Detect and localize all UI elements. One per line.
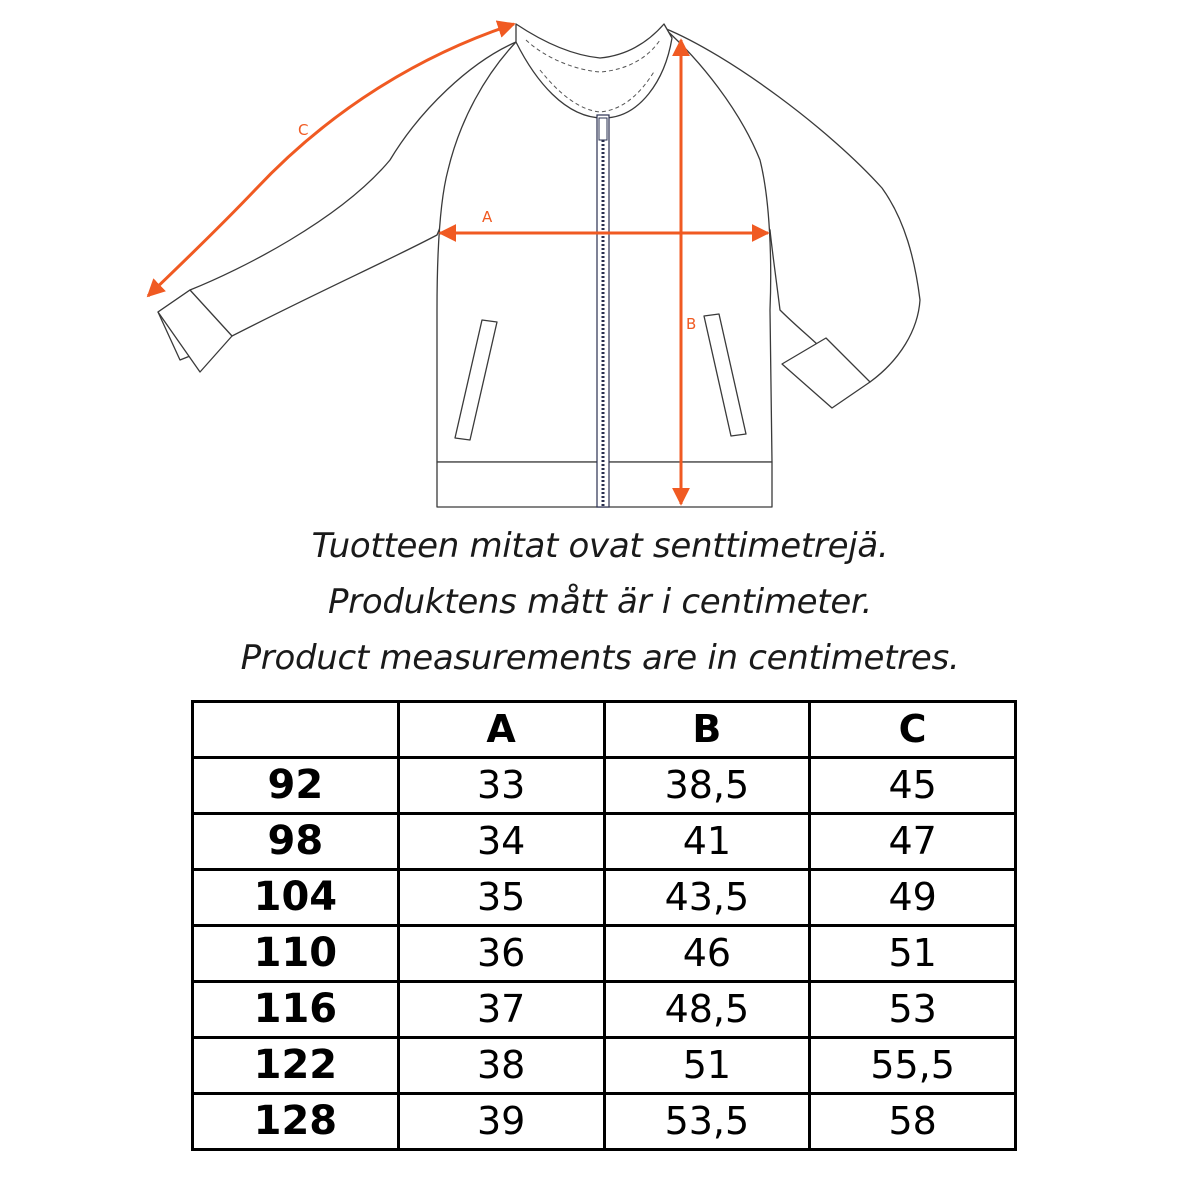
label-a: A (482, 208, 493, 226)
value-c: 58 (810, 1094, 1016, 1150)
label-c: C (298, 121, 309, 139)
value-b: 48,5 (604, 982, 810, 1038)
measurement-note (0, 518, 1200, 686)
value-a: 38 (398, 1038, 604, 1094)
value-c: 49 (810, 870, 1016, 926)
header-c: C (810, 702, 1016, 758)
caption-finnish: Tuotteen mitat ovat senttimetrejä. (311, 526, 889, 566)
table-row (193, 814, 1016, 870)
value-a: 36 (398, 926, 604, 982)
size-cell: 98 (193, 814, 399, 870)
caption-swedish: Produktens mått är i centimeter. (327, 582, 872, 622)
table-row (193, 758, 1016, 814)
value-b: 38,5 (604, 758, 810, 814)
value-a: 34 (398, 814, 604, 870)
table-row (193, 870, 1016, 926)
table-row (193, 1038, 1016, 1094)
size-cell: 116 (193, 982, 399, 1038)
value-c: 55,5 (810, 1038, 1016, 1094)
value-a: 37 (398, 982, 604, 1038)
table-row (193, 1094, 1016, 1150)
table-header-row (193, 702, 1016, 758)
value-c: 51 (810, 926, 1016, 982)
value-c: 47 (810, 814, 1016, 870)
size-cell: 128 (193, 1094, 399, 1150)
header-b: B (604, 702, 810, 758)
size-cell: 104 (193, 870, 399, 926)
table-row (193, 982, 1016, 1038)
value-a: 33 (398, 758, 604, 814)
value-b: 51 (604, 1038, 810, 1094)
value-c: 45 (810, 758, 1016, 814)
table-row (193, 926, 1016, 982)
header-a: A (398, 702, 604, 758)
jacket-measurement-diagram (0, 0, 1200, 520)
jacket-outline (158, 24, 920, 507)
value-b: 53,5 (604, 1094, 810, 1150)
size-cell: 110 (193, 926, 399, 982)
size-cell: 92 (193, 758, 399, 814)
value-c: 53 (810, 982, 1016, 1038)
value-b: 41 (604, 814, 810, 870)
size-chart-table (191, 700, 1017, 1151)
value-a: 35 (398, 870, 604, 926)
caption-english: Product measurements are in centimetres. (240, 638, 960, 678)
label-b: B (686, 315, 697, 333)
header-corner (193, 702, 399, 758)
size-cell: 122 (193, 1038, 399, 1094)
value-a: 39 (398, 1094, 604, 1150)
value-b: 43,5 (604, 870, 810, 926)
zipper (597, 115, 609, 507)
value-b: 46 (604, 926, 810, 982)
